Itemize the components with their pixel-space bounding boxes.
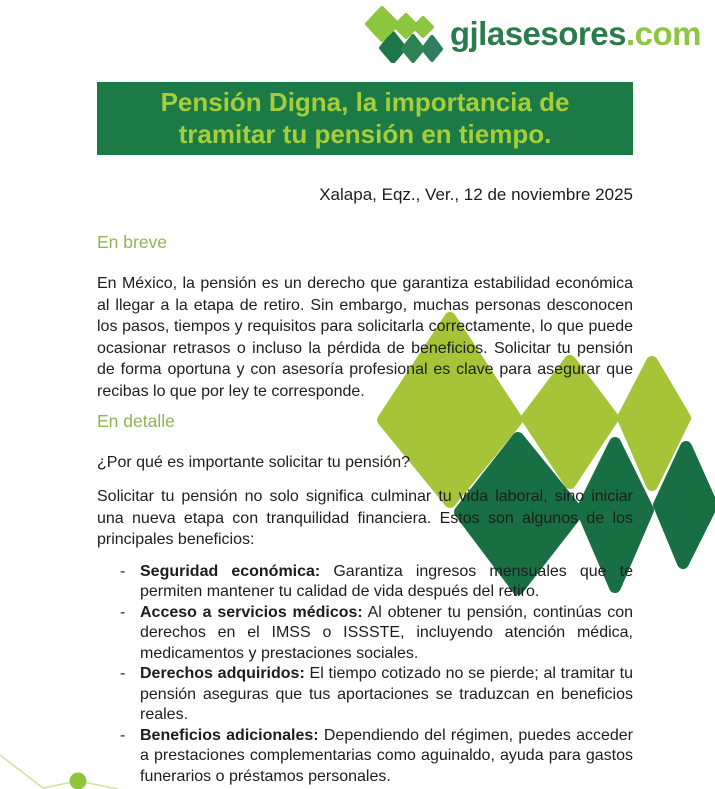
bullet-dash: - bbox=[120, 726, 126, 744]
title-banner bbox=[97, 82, 633, 155]
brief-paragraph: En México, la pensión es un derecho que garantiza estabilidad económica al llegar a la etapa de retiro. Sin embargo, muchas personas desconocen los pasos, tiempos y requisitos para solicitarla correctamente, lo que puede ocasionar retrasos o incluso la pérdida de beneficios. Solicitar tu pensión de forma oportuna y con asesoría profesional es clave para asegurar que recibas lo que por ley te corresponde. bbox=[97, 275, 633, 400]
section-heading-en-breve: En breve bbox=[97, 232, 168, 252]
bullet-text bbox=[140, 726, 633, 788]
bullet-text bbox=[140, 664, 633, 726]
list-item bbox=[120, 664, 633, 726]
logo-suffix-text: .com bbox=[625, 15, 701, 52]
logo-brand-text: gjlasesores bbox=[449, 15, 626, 52]
detail-intro-paragraph: Solicitar tu pensión no solo significa culminar tu vida laboral, sino iniciar una nueva etapa con tranquilidad financiera. Estos son algunos de los principales beneficios: bbox=[97, 488, 633, 548]
logo-wordmark bbox=[450, 5, 701, 63]
bullet-description: El tiempo cotizado no se pierde; al tramitar tu pensión aseguras que tus aportaciones se traduzcan en beneficios reales. bbox=[140, 665, 633, 723]
detail-question: ¿Por qué es importante solicitar tu pensión? bbox=[97, 454, 411, 471]
list-item bbox=[120, 603, 633, 665]
title-line-2: tramitar tu pensión en tiempo. bbox=[178, 119, 552, 149]
bullet-description: Garantiza ingresos mensuales que te permiten mantener tu calidad de vida después del retiro. bbox=[140, 562, 634, 600]
bullet-label: Acceso a servicios médicos: bbox=[140, 603, 363, 621]
logo bbox=[365, 5, 701, 63]
bullet-label: Seguridad económica: bbox=[140, 562, 321, 580]
content-column bbox=[0, 82, 715, 787]
bullet-description: Al obtener tu pensión, continúas con derechos en el IMSS o ISSSTE, incluyendo atención médica, medicamentos y prestaciones sociales. bbox=[140, 603, 633, 662]
bullet-label: Derechos adquiridos: bbox=[140, 665, 305, 682]
bullet-dash: - bbox=[120, 562, 126, 580]
dateline: Xalapa, Eqz., Ver., 12 de noviembre 2025 bbox=[319, 185, 633, 204]
bullet-text bbox=[140, 603, 633, 665]
bullet-dash: - bbox=[120, 603, 126, 621]
bullet-description: Dependiendo del régimen, puedes acceder a prestaciones complementarias como aguinaldo, ayuda para gastos funerarios o préstamos personales. bbox=[140, 726, 633, 785]
bullet-text bbox=[140, 562, 633, 603]
list-item bbox=[120, 726, 633, 788]
title-line-1: Pensión Digna, la importancia de bbox=[160, 87, 570, 117]
section-heading-en-detalle: En detalle bbox=[97, 411, 175, 431]
bullet-dash: - bbox=[120, 665, 126, 682]
list-item bbox=[120, 562, 633, 603]
bullet-label: Beneficios adicionales: bbox=[140, 726, 319, 744]
logo-diamonds-icon bbox=[365, 5, 443, 63]
benefits-list bbox=[97, 562, 633, 788]
